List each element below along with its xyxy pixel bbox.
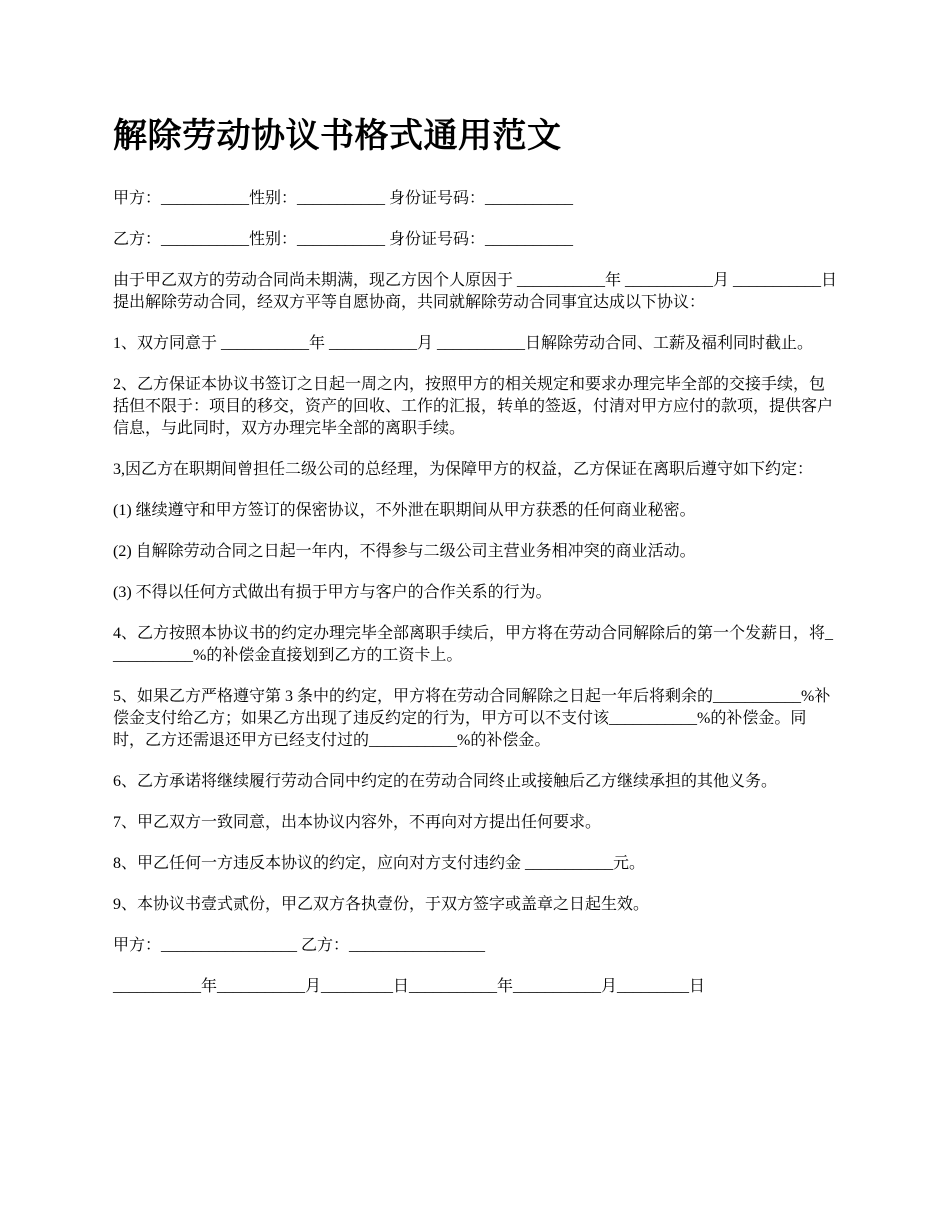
- clause-9: 9、本协议书壹式贰份，甲乙双方各执壹份，于双方签字或盖章之日起生效。: [113, 896, 650, 913]
- signature-line: 甲方：_________________ 乙方：_________________: [113, 937, 486, 954]
- clause-3-item-2: (2) 自解除劳动合同之日起一年内，不得参与二级公司主营业务相冲突的商业活动。: [113, 543, 696, 560]
- clause-1: 1、双方同意于 ___________年 ___________月 ___________日解除劳动合同、工薪及福利同时截止。: [113, 335, 814, 352]
- clause-4: 4、乙方按照本协议书的约定办理完毕全部离职手续后，甲方将在劳动合同解除后的第一个发薪日，将___________%的补偿金直接划到乙方的工资卡上。: [113, 625, 834, 664]
- clause-3-item-3: (3) 不得以任何方式做出有损于甲方与客户的合作关系的行为。: [113, 584, 552, 601]
- clause-5: 5、如果乙方严格遵守第 3 条中的约定，甲方将在劳动合同解除之日起一年后将剩余的___________%补偿金支付给乙方；如果乙方出现了违反约定的行为，甲方可以不支付该___________%的补偿金。同时，乙方还需退还甲方已经支付过的___________%的补偿金。: [113, 688, 831, 749]
- party-b-info: 乙方：___________性别：___________ 身份证号码：___________: [113, 231, 574, 248]
- clause-3: 3,因乙方在职期间曾担任二级公司的总经理，为保障甲方的权益，乙方保证在离职后遵守如下约定：: [113, 461, 814, 478]
- date-line: ___________年___________月_________日___________年___________月_________日: [113, 978, 706, 995]
- clause-3-item-1: (1) 继续遵守和甲方签订的保密协议，不外泄在职期间从甲方获悉的任何商业秘密。: [113, 502, 696, 519]
- clause-8: 8、甲乙任何一方违反本协议的约定，应向对方支付违约金 ___________元。: [113, 855, 646, 872]
- preamble: 由于甲乙双方的劳动合同尚未期满，现乙方因个人原因于 ___________年 ___________月 ___________日提出解除劳动合同，经双方平等自愿协商，共同就解除劳动合同事宜达成以下协议：: [113, 272, 838, 311]
- party-a-info: 甲方：___________性别：___________ 身份证号码：___________: [113, 190, 574, 207]
- clause-7: 7、甲乙双方一致同意，出本协议内容外，不再向对方提出任何要求。: [113, 814, 602, 831]
- document-page: [113, 108, 838, 1017]
- clause-6: 6、乙方承诺将继续履行劳动合同中约定的在劳动合同终止或接触后乙方继续承担的其他义务。: [113, 773, 778, 790]
- clause-2: 2、乙方保证本协议书签订之日起一周之内，按照甲方的相关规定和要求办理完毕全部的交接手续，包括但不限于：项目的移交，资产的回收、工作的汇报，转单的签返，付清对甲方应付的款项，提供客户信息，与此同时，双方办理完毕全部的离职手续。: [113, 376, 834, 437]
- document-title: 解除劳动协议书格式通用范文: [113, 116, 562, 156]
